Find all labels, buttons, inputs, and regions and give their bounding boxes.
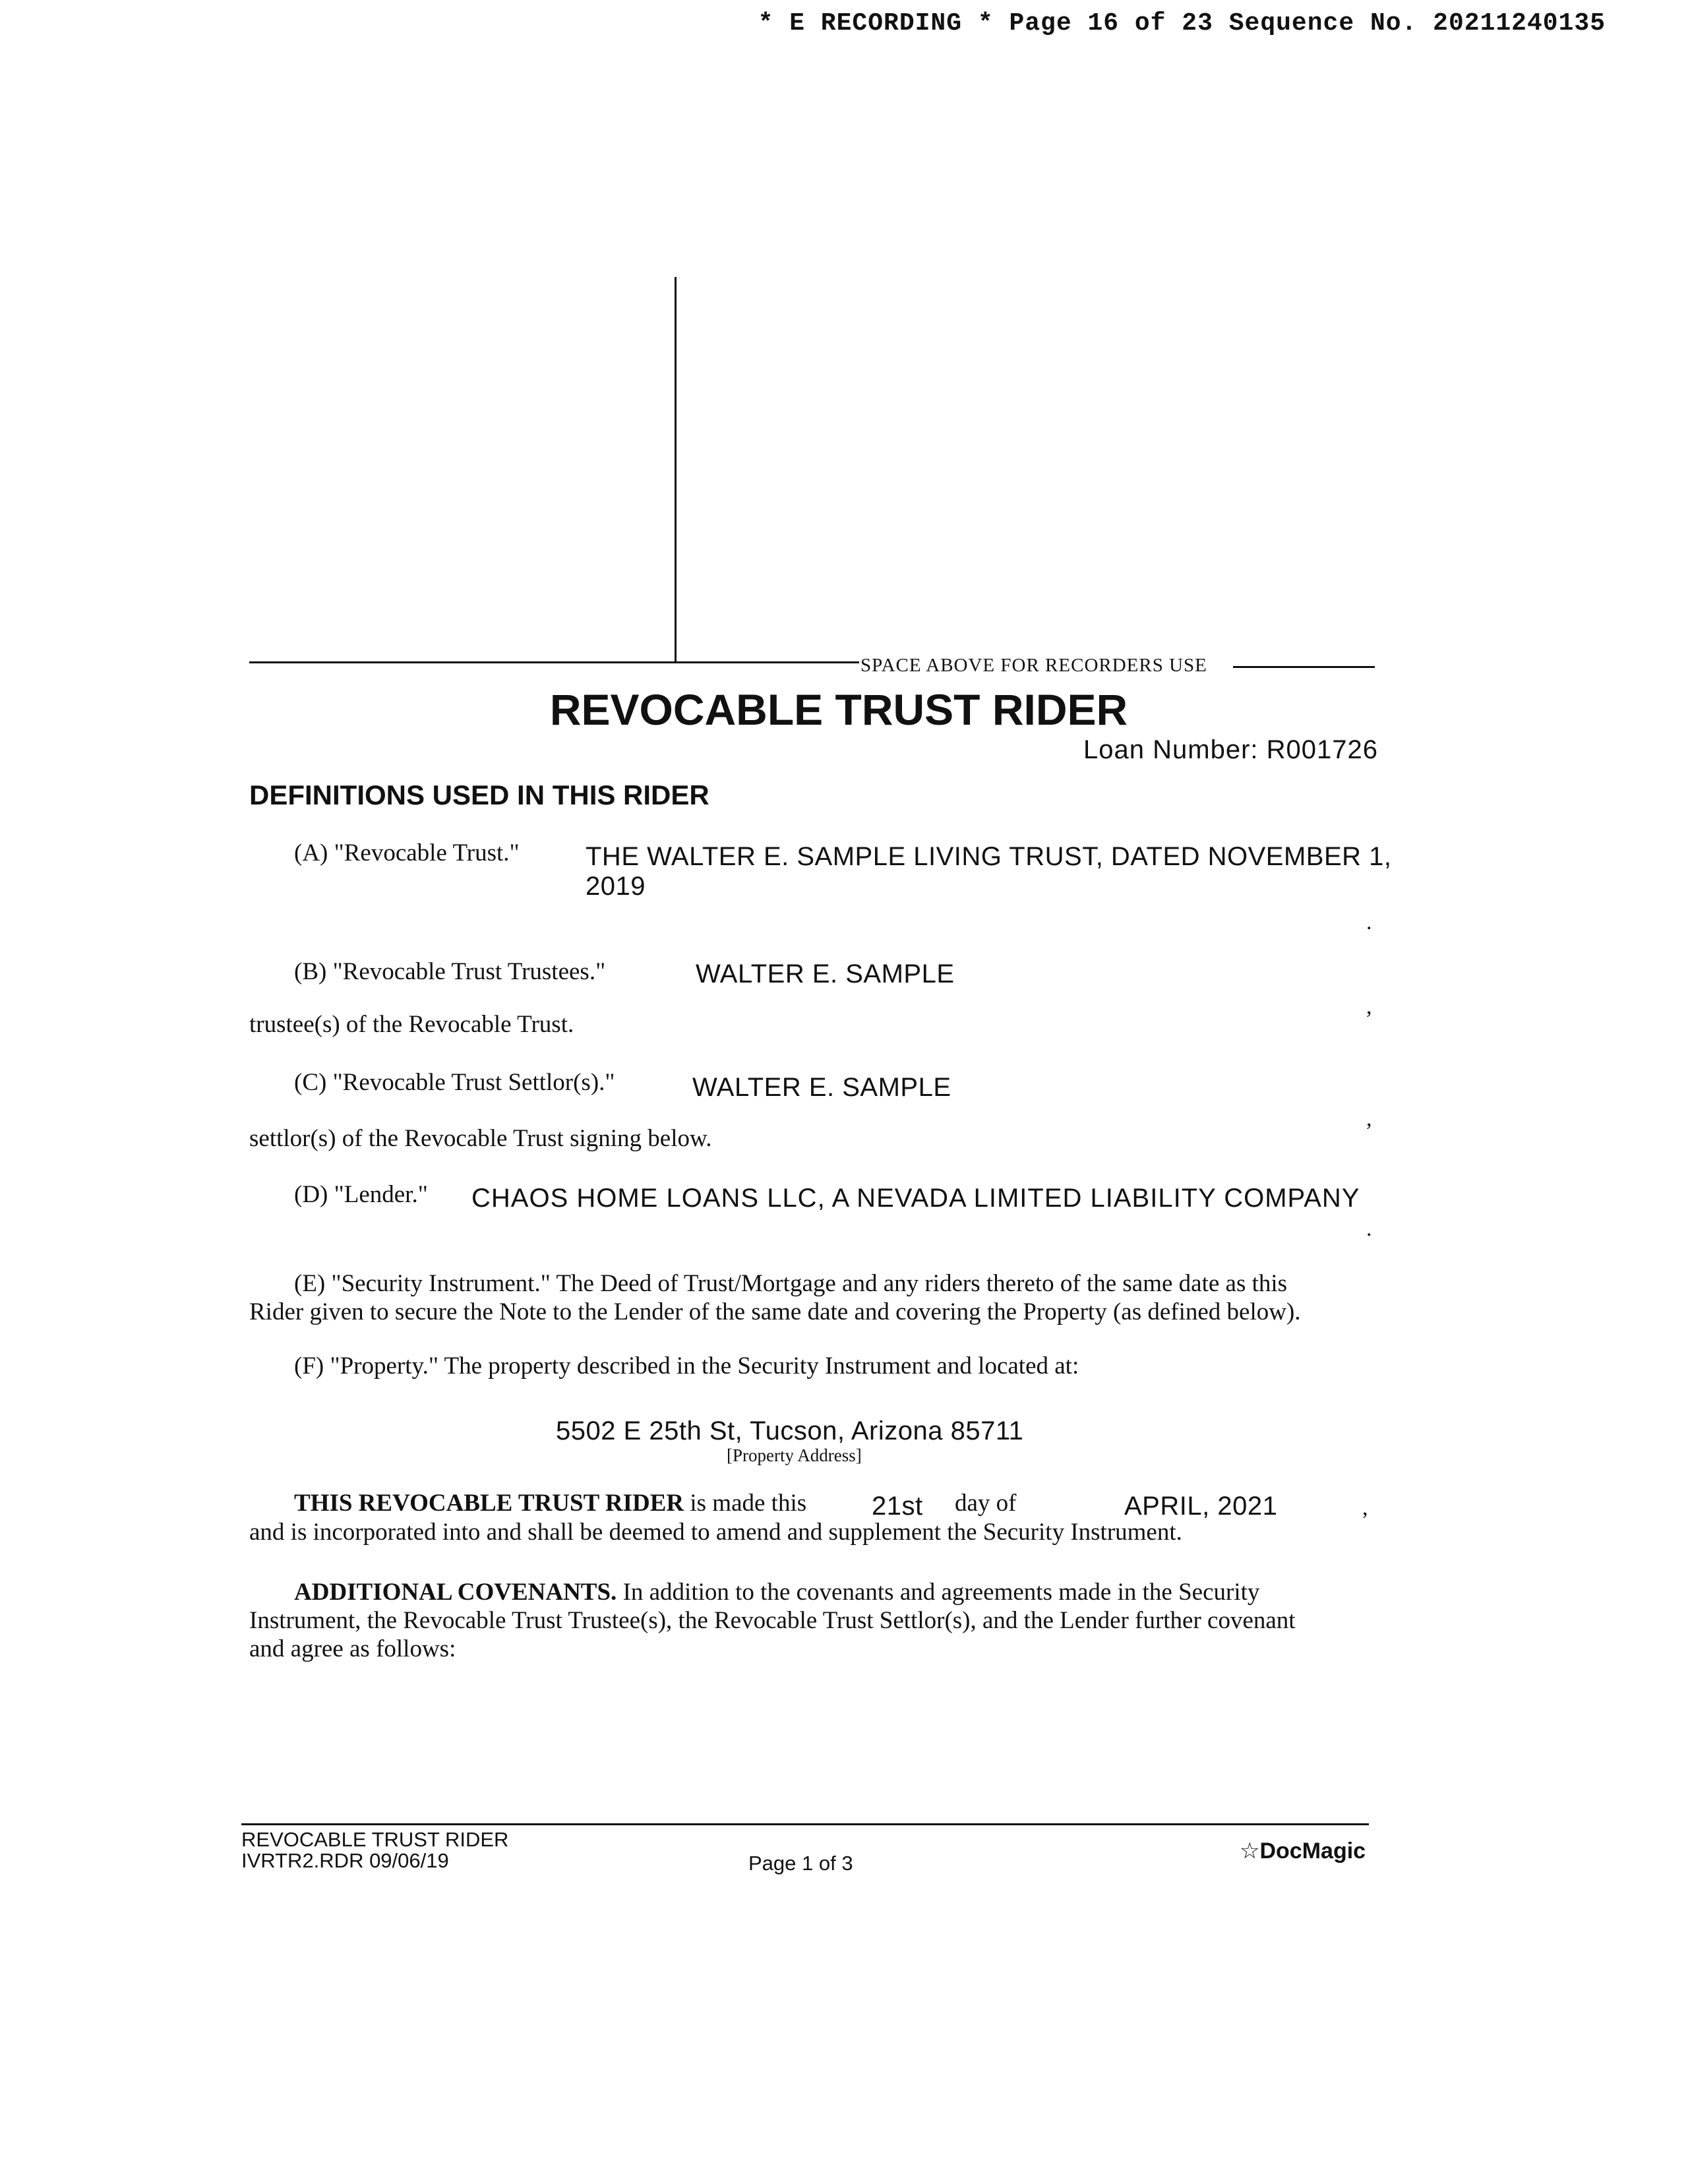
definition-f-text: (F) "Property." The property described in the Security Instrument and located at: bbox=[294, 1352, 1079, 1380]
footer-rule bbox=[241, 1823, 1369, 1825]
recorder-box-vertical-line bbox=[675, 277, 677, 663]
covenants-text: In addition to the covenants and agreements made in the Security bbox=[622, 1579, 1260, 1606]
covenants-line2: Instrument, the Revocable Trust Trustee(s), the Revocable Trust Settlor(s), and the Lender further covenant bbox=[249, 1607, 1296, 1634]
blank-line-end-mark: . bbox=[1366, 910, 1372, 934]
definition-b-value: WALTER E. SAMPLE bbox=[696, 959, 955, 988]
definition-c-value: WALTER E. SAMPLE bbox=[692, 1073, 951, 1102]
rider-day: 21st bbox=[872, 1492, 923, 1521]
star-icon: ☆ bbox=[1240, 1838, 1260, 1864]
definition-a-label: (A) "Revocable Trust." bbox=[294, 839, 520, 866]
loan-number: Loan Number: R001726 bbox=[1083, 735, 1378, 764]
footer-form-name: REVOCABLE TRUST RIDER bbox=[241, 1828, 509, 1851]
definition-e-line2: Rider given to secure the Note to the Lender of the same date and covering the Property (as defined below). bbox=[249, 1298, 1301, 1325]
rider-month-year: APRIL, 2021 bbox=[1124, 1492, 1278, 1521]
recording-stamp: * E RECORDING * Page 16 of 23 Sequence No. 20211240135 bbox=[758, 9, 1606, 38]
blank-line-end-mark: , bbox=[1366, 994, 1372, 1019]
definition-c-label: (C) "Revocable Trust Settlor(s)." bbox=[294, 1069, 615, 1096]
definition-b-label: (B) "Revocable Trust Trustees." bbox=[294, 958, 606, 985]
definition-b-suffix: trustee(s) of the Revocable Trust. bbox=[249, 1011, 574, 1038]
document-title: REVOCABLE TRUST RIDER bbox=[549, 685, 1128, 734]
footer-page-number: Page 1 of 3 bbox=[748, 1852, 853, 1875]
recorder-box-left-line bbox=[249, 661, 859, 663]
definition-e-line1: (E) "Security Instrument." The Deed of Trust/Mortgage and any riders thereto of the same date as this bbox=[294, 1270, 1288, 1297]
definition-c-suffix: settlor(s) of the Revocable Trust signing below. bbox=[249, 1125, 712, 1152]
covenants-line3: and agree as follows: bbox=[249, 1635, 456, 1662]
rider-made-text: is made this bbox=[690, 1490, 807, 1517]
covenants-line1 bbox=[294, 1578, 1259, 1607]
rider-day-of: day of bbox=[955, 1490, 1017, 1517]
rider-made-line bbox=[294, 1489, 806, 1518]
definition-d-label: (D) "Lender." bbox=[294, 1181, 428, 1208]
footer-brand bbox=[1240, 1838, 1366, 1864]
blank-line-end-mark: , bbox=[1366, 1107, 1372, 1131]
definition-a-value: THE WALTER E. SAMPLE LIVING TRUST, DATED NOVEMBER 1, bbox=[586, 842, 1392, 871]
definition-d-value: CHAOS HOME LOANS LLC, A NEVADA LIMITED LIABILITY COMPANY bbox=[471, 1184, 1360, 1213]
definition-a-value-continued: 2019 bbox=[586, 872, 646, 901]
definitions-heading: DEFINITIONS USED IN THIS RIDER bbox=[249, 779, 709, 810]
property-address: 5502 E 25th St, Tucson, Arizona 85711 bbox=[556, 1416, 1024, 1445]
property-address-caption: [Property Address] bbox=[727, 1445, 862, 1465]
rider-made-lead: THIS REVOCABLE TRUST RIDER bbox=[294, 1490, 684, 1517]
footer-brand-name: DocMagic bbox=[1259, 1838, 1366, 1864]
covenants-lead: ADDITIONAL COVENANTS. bbox=[294, 1579, 617, 1606]
rider-made-line2: and is incorporated into and shall be deemed to amend and supplement the Security Instrument. bbox=[249, 1519, 1182, 1546]
recorder-box-right-line bbox=[1233, 666, 1375, 668]
blank-line-end-mark: , bbox=[1362, 1496, 1368, 1520]
blank-line-end-mark: . bbox=[1366, 1217, 1372, 1241]
recorder-space-label: SPACE ABOVE FOR RECORDERS USE bbox=[860, 655, 1207, 676]
footer-form-code: IVRTR2.RDR 09/06/19 bbox=[241, 1849, 449, 1872]
